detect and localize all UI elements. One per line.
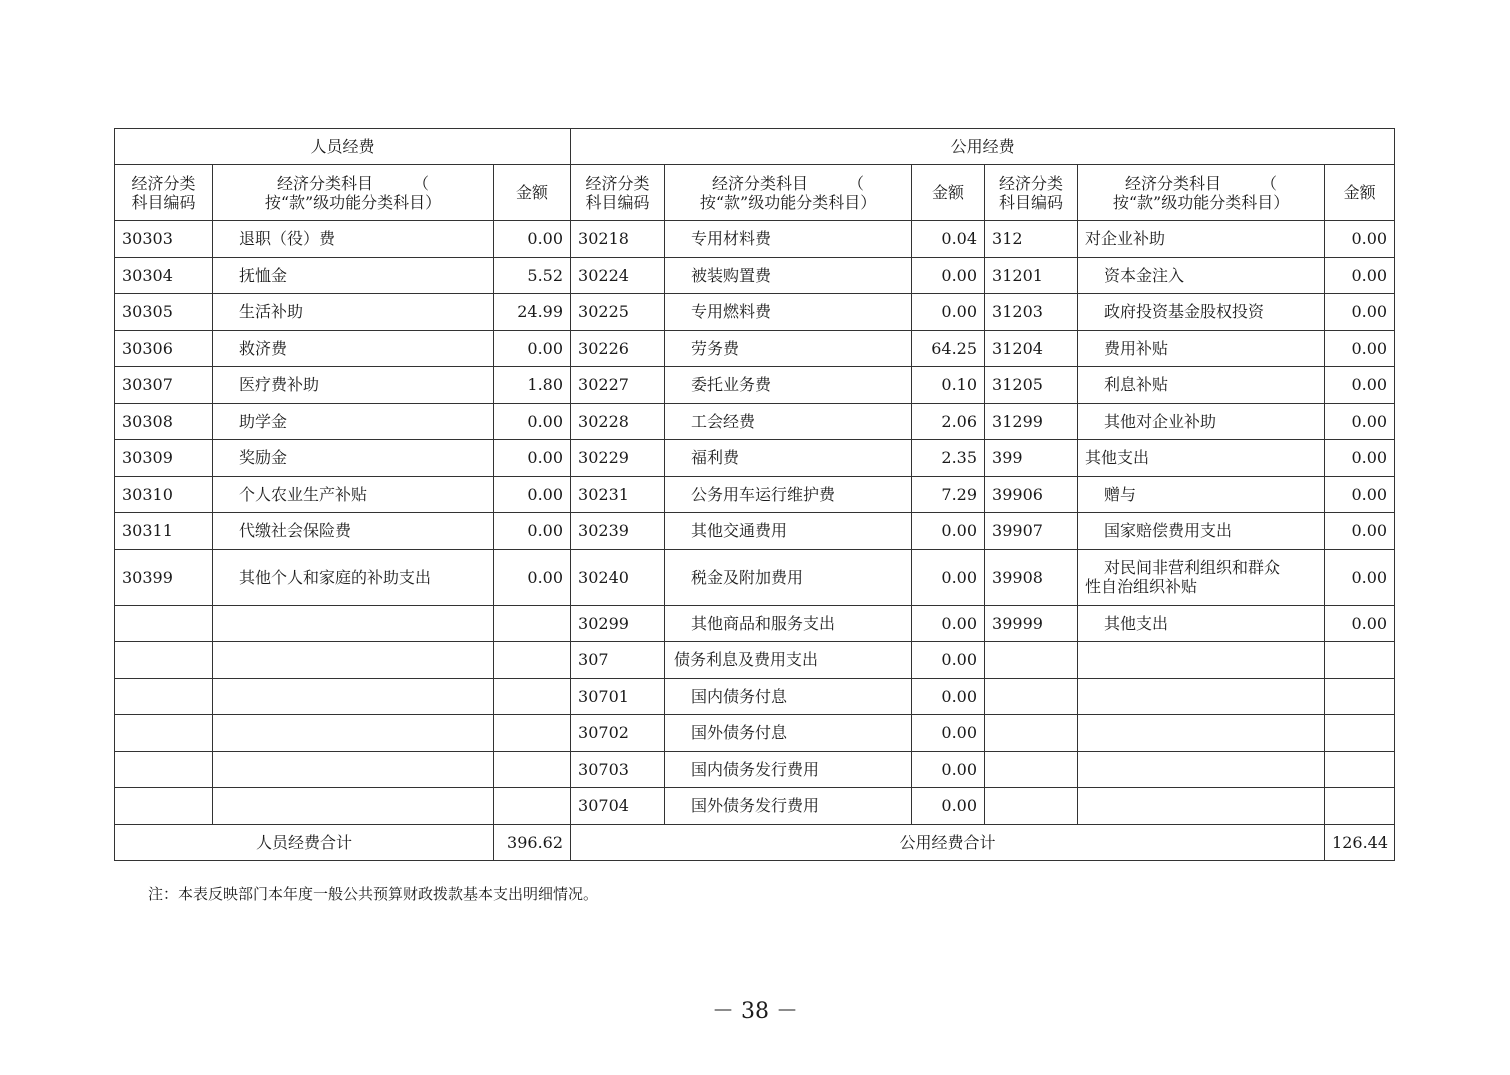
public-b-code: 399 bbox=[985, 440, 1078, 477]
public-a-name: 劳务费 bbox=[665, 330, 912, 367]
table-row bbox=[115, 751, 1395, 788]
column-header-row bbox=[115, 165, 1395, 221]
public-a-code: 30702 bbox=[571, 715, 665, 752]
personnel-code bbox=[115, 788, 213, 825]
public-total-amount: 126.44 bbox=[1325, 824, 1395, 860]
personnel-amount: 0.00 bbox=[494, 440, 571, 477]
public-b-name bbox=[1078, 715, 1325, 752]
personnel-code: 30310 bbox=[115, 476, 213, 513]
public-b-amount bbox=[1325, 751, 1395, 788]
personnel-expense-header: 人员经费 bbox=[115, 129, 571, 165]
name-header-line1: 经济分类科目 （ bbox=[712, 173, 865, 193]
public-a-code: 307 bbox=[571, 642, 665, 679]
public-b-name-line2: 性自治组织补贴 bbox=[1085, 577, 1198, 596]
public-a-name: 委托业务费 bbox=[665, 367, 912, 404]
public-a-name: 国内债务发行费用 bbox=[665, 751, 912, 788]
public-b-name: 利息补贴 bbox=[1078, 367, 1325, 404]
public-b-code: 39999 bbox=[985, 605, 1078, 642]
public-b-name: 其他支出 bbox=[1078, 605, 1325, 642]
personnel-amount bbox=[494, 642, 571, 679]
public-a-code: 30239 bbox=[571, 513, 665, 550]
public-total-label: 公用经费合计 bbox=[571, 824, 1325, 860]
public-a-amount: 0.00 bbox=[912, 642, 985, 679]
personnel-name bbox=[213, 605, 494, 642]
table-row bbox=[115, 294, 1395, 331]
public-b-amount: 0.00 bbox=[1325, 257, 1395, 294]
table-row bbox=[115, 221, 1395, 258]
public-a-name: 税金及附加费用 bbox=[665, 549, 912, 605]
personnel-code: 30309 bbox=[115, 440, 213, 477]
public-b-amount: 0.00 bbox=[1325, 330, 1395, 367]
personnel-code: 30307 bbox=[115, 367, 213, 404]
group-header-row bbox=[115, 129, 1395, 165]
page-number: － 38 － bbox=[712, 999, 798, 1024]
personnel-amount bbox=[494, 751, 571, 788]
personnel-name: 个人农业生产补贴 bbox=[213, 476, 494, 513]
personnel-amount bbox=[494, 715, 571, 752]
personnel-amount: 0.00 bbox=[494, 476, 571, 513]
public-a-name: 国内债务付息 bbox=[665, 678, 912, 715]
amount-column-header: 金额 bbox=[494, 165, 571, 221]
public-a-amount: 0.00 bbox=[912, 549, 985, 605]
code-header-line2: 科目编码 bbox=[999, 192, 1064, 212]
public-b-code: 31203 bbox=[985, 294, 1078, 331]
public-a-code: 30227 bbox=[571, 367, 665, 404]
public-b-code: 31201 bbox=[985, 257, 1078, 294]
public-b-name: 赠与 bbox=[1078, 476, 1325, 513]
personnel-name bbox=[213, 751, 494, 788]
code-column-header bbox=[115, 165, 213, 221]
personnel-name bbox=[213, 642, 494, 679]
personnel-name: 医疗费补助 bbox=[213, 367, 494, 404]
personnel-amount: 0.00 bbox=[494, 513, 571, 550]
table-row bbox=[115, 605, 1395, 642]
personnel-amount: 24.99 bbox=[494, 294, 571, 331]
personnel-name: 退职（役）费 bbox=[213, 221, 494, 258]
public-a-code: 30226 bbox=[571, 330, 665, 367]
public-b-code: 39906 bbox=[985, 476, 1078, 513]
public-a-amount: 0.00 bbox=[912, 257, 985, 294]
personnel-amount bbox=[494, 605, 571, 642]
public-a-code: 30225 bbox=[571, 294, 665, 331]
public-a-code: 30703 bbox=[571, 751, 665, 788]
personnel-total-label: 人员经费合计 bbox=[115, 824, 494, 860]
code-header-line1: 经济分类 bbox=[131, 173, 196, 193]
public-b-amount: 0.00 bbox=[1325, 440, 1395, 477]
public-b-code bbox=[985, 715, 1078, 752]
code-header-line2: 科目编码 bbox=[585, 192, 650, 212]
personnel-name bbox=[213, 678, 494, 715]
code-header-line1: 经济分类 bbox=[585, 173, 650, 193]
table-row bbox=[115, 678, 1395, 715]
name-column-header bbox=[213, 165, 494, 221]
personnel-name: 救济费 bbox=[213, 330, 494, 367]
public-b-code bbox=[985, 751, 1078, 788]
personnel-code: 30304 bbox=[115, 257, 213, 294]
table-row bbox=[115, 513, 1395, 550]
name-header-line1: 经济分类科目 （ bbox=[1125, 173, 1278, 193]
code-header-line1: 经济分类 bbox=[999, 173, 1064, 193]
personnel-amount: 0.00 bbox=[494, 403, 571, 440]
table-row bbox=[115, 367, 1395, 404]
public-a-name: 工会经费 bbox=[665, 403, 912, 440]
public-b-amount bbox=[1325, 715, 1395, 752]
public-b-name bbox=[1078, 642, 1325, 679]
table-row bbox=[115, 403, 1395, 440]
table-row bbox=[115, 257, 1395, 294]
public-b-name: 其他对企业补助 bbox=[1078, 403, 1325, 440]
public-a-name: 公务用车运行维护费 bbox=[665, 476, 912, 513]
public-b-name-line1: 对民间非营利组织和群众 bbox=[1104, 558, 1281, 577]
public-b-amount: 0.00 bbox=[1325, 549, 1395, 605]
public-b-amount: 0.00 bbox=[1325, 403, 1395, 440]
personnel-name bbox=[213, 788, 494, 825]
personnel-total-amount: 396.62 bbox=[494, 824, 571, 860]
table-row bbox=[115, 715, 1395, 752]
table-row bbox=[115, 476, 1395, 513]
public-b-code: 31205 bbox=[985, 367, 1078, 404]
public-b-amount bbox=[1325, 678, 1395, 715]
personnel-name: 代缴社会保险费 bbox=[213, 513, 494, 550]
name-column-header bbox=[1078, 165, 1325, 221]
public-b-amount: 0.00 bbox=[1325, 367, 1395, 404]
personnel-name: 其他个人和家庭的补助支出 bbox=[213, 549, 494, 605]
basic-expenditure-table bbox=[114, 128, 1395, 861]
personnel-code: 30306 bbox=[115, 330, 213, 367]
name-column-header bbox=[665, 165, 912, 221]
totals-row bbox=[115, 824, 1395, 860]
public-b-amount: 0.00 bbox=[1325, 513, 1395, 550]
personnel-code: 30399 bbox=[115, 549, 213, 605]
public-b-amount: 0.00 bbox=[1325, 476, 1395, 513]
code-column-header bbox=[985, 165, 1078, 221]
public-a-code: 30231 bbox=[571, 476, 665, 513]
public-a-name: 专用燃料费 bbox=[665, 294, 912, 331]
personnel-name: 奖励金 bbox=[213, 440, 494, 477]
public-b-code: 39907 bbox=[985, 513, 1078, 550]
public-b-amount bbox=[1325, 788, 1395, 825]
table-row bbox=[115, 330, 1395, 367]
name-header-line2: 按“款”级功能分类科目） bbox=[699, 192, 877, 212]
amount-column-header: 金额 bbox=[1325, 165, 1395, 221]
table-footnote: 注：本表反映部门本年度一般公共预算财政拨款基本支出明细情况。 bbox=[148, 885, 599, 903]
table-row bbox=[115, 788, 1395, 825]
public-b-amount: 0.00 bbox=[1325, 294, 1395, 331]
public-expense-header: 公用经费 bbox=[571, 129, 1395, 165]
public-b-code bbox=[985, 642, 1078, 679]
public-a-name: 福利费 bbox=[665, 440, 912, 477]
name-header-line2: 按“款”级功能分类科目） bbox=[264, 192, 442, 212]
public-b-name: 国家赔偿费用支出 bbox=[1078, 513, 1325, 550]
personnel-name: 生活补助 bbox=[213, 294, 494, 331]
public-a-amount: 0.00 bbox=[912, 294, 985, 331]
public-b-code: 312 bbox=[985, 221, 1078, 258]
personnel-amount bbox=[494, 788, 571, 825]
personnel-code bbox=[115, 605, 213, 642]
public-a-name: 国外债务付息 bbox=[665, 715, 912, 752]
table-row bbox=[115, 440, 1395, 477]
public-b-name bbox=[1078, 678, 1325, 715]
public-a-name: 专用材料费 bbox=[665, 221, 912, 258]
public-a-amount: 64.25 bbox=[912, 330, 985, 367]
public-a-code: 30224 bbox=[571, 257, 665, 294]
public-b-code bbox=[985, 788, 1078, 825]
public-b-name bbox=[1078, 788, 1325, 825]
public-a-amount: 0.04 bbox=[912, 221, 985, 258]
public-a-code: 30704 bbox=[571, 788, 665, 825]
public-a-code: 30299 bbox=[571, 605, 665, 642]
personnel-code bbox=[115, 678, 213, 715]
public-b-code bbox=[985, 678, 1078, 715]
public-b-name: 其他支出 bbox=[1078, 440, 1325, 477]
public-a-amount: 7.29 bbox=[912, 476, 985, 513]
public-b-code: 31204 bbox=[985, 330, 1078, 367]
public-a-amount: 0.00 bbox=[912, 751, 985, 788]
public-a-name: 国外债务发行费用 bbox=[665, 788, 912, 825]
personnel-amount: 0.00 bbox=[494, 549, 571, 605]
personnel-amount bbox=[494, 678, 571, 715]
personnel-name bbox=[213, 715, 494, 752]
personnel-code bbox=[115, 751, 213, 788]
public-a-name: 被装购置费 bbox=[665, 257, 912, 294]
code-column-header bbox=[571, 165, 665, 221]
code-header-line2: 科目编码 bbox=[131, 192, 196, 212]
personnel-code bbox=[115, 642, 213, 679]
name-header-line1: 经济分类科目 （ bbox=[276, 173, 429, 193]
public-a-code: 30240 bbox=[571, 549, 665, 605]
public-a-amount: 0.00 bbox=[912, 513, 985, 550]
amount-column-header: 金额 bbox=[912, 165, 985, 221]
public-b-code: 31299 bbox=[985, 403, 1078, 440]
public-a-name: 债务利息及费用支出 bbox=[665, 642, 912, 679]
personnel-name: 助学金 bbox=[213, 403, 494, 440]
public-b-name: 对企业补助 bbox=[1078, 221, 1325, 258]
personnel-amount: 1.80 bbox=[494, 367, 571, 404]
public-a-amount: 2.06 bbox=[912, 403, 985, 440]
public-b-name bbox=[1078, 751, 1325, 788]
public-a-code: 30228 bbox=[571, 403, 665, 440]
table-row bbox=[115, 549, 1395, 605]
public-a-code: 30229 bbox=[571, 440, 665, 477]
personnel-code: 30311 bbox=[115, 513, 213, 550]
personnel-amount: 5.52 bbox=[494, 257, 571, 294]
table-row bbox=[115, 642, 1395, 679]
public-a-amount: 0.00 bbox=[912, 715, 985, 752]
public-a-amount: 0.10 bbox=[912, 367, 985, 404]
public-a-amount: 0.00 bbox=[912, 678, 985, 715]
public-b-name: 政府投资基金股权投资 bbox=[1078, 294, 1325, 331]
public-b-code: 39908 bbox=[985, 549, 1078, 605]
personnel-amount: 0.00 bbox=[494, 221, 571, 258]
personnel-code: 30308 bbox=[115, 403, 213, 440]
name-header-line2: 按“款”级功能分类科目） bbox=[1112, 192, 1290, 212]
public-a-code: 30701 bbox=[571, 678, 665, 715]
personnel-name: 抚恤金 bbox=[213, 257, 494, 294]
public-b-name: 费用补贴 bbox=[1078, 330, 1325, 367]
public-a-amount: 0.00 bbox=[912, 788, 985, 825]
public-a-name: 其他交通费用 bbox=[665, 513, 912, 550]
public-b-amount: 0.00 bbox=[1325, 605, 1395, 642]
public-a-amount: 2.35 bbox=[912, 440, 985, 477]
personnel-code bbox=[115, 715, 213, 752]
personnel-code: 30303 bbox=[115, 221, 213, 258]
personnel-amount: 0.00 bbox=[494, 330, 571, 367]
public-b-amount bbox=[1325, 642, 1395, 679]
public-a-name: 其他商品和服务支出 bbox=[665, 605, 912, 642]
public-b-name: 资本金注入 bbox=[1078, 257, 1325, 294]
public-a-code: 30218 bbox=[571, 221, 665, 258]
personnel-code: 30305 bbox=[115, 294, 213, 331]
public-b-amount: 0.00 bbox=[1325, 221, 1395, 258]
public-a-amount: 0.00 bbox=[912, 605, 985, 642]
public-b-name bbox=[1078, 549, 1325, 605]
